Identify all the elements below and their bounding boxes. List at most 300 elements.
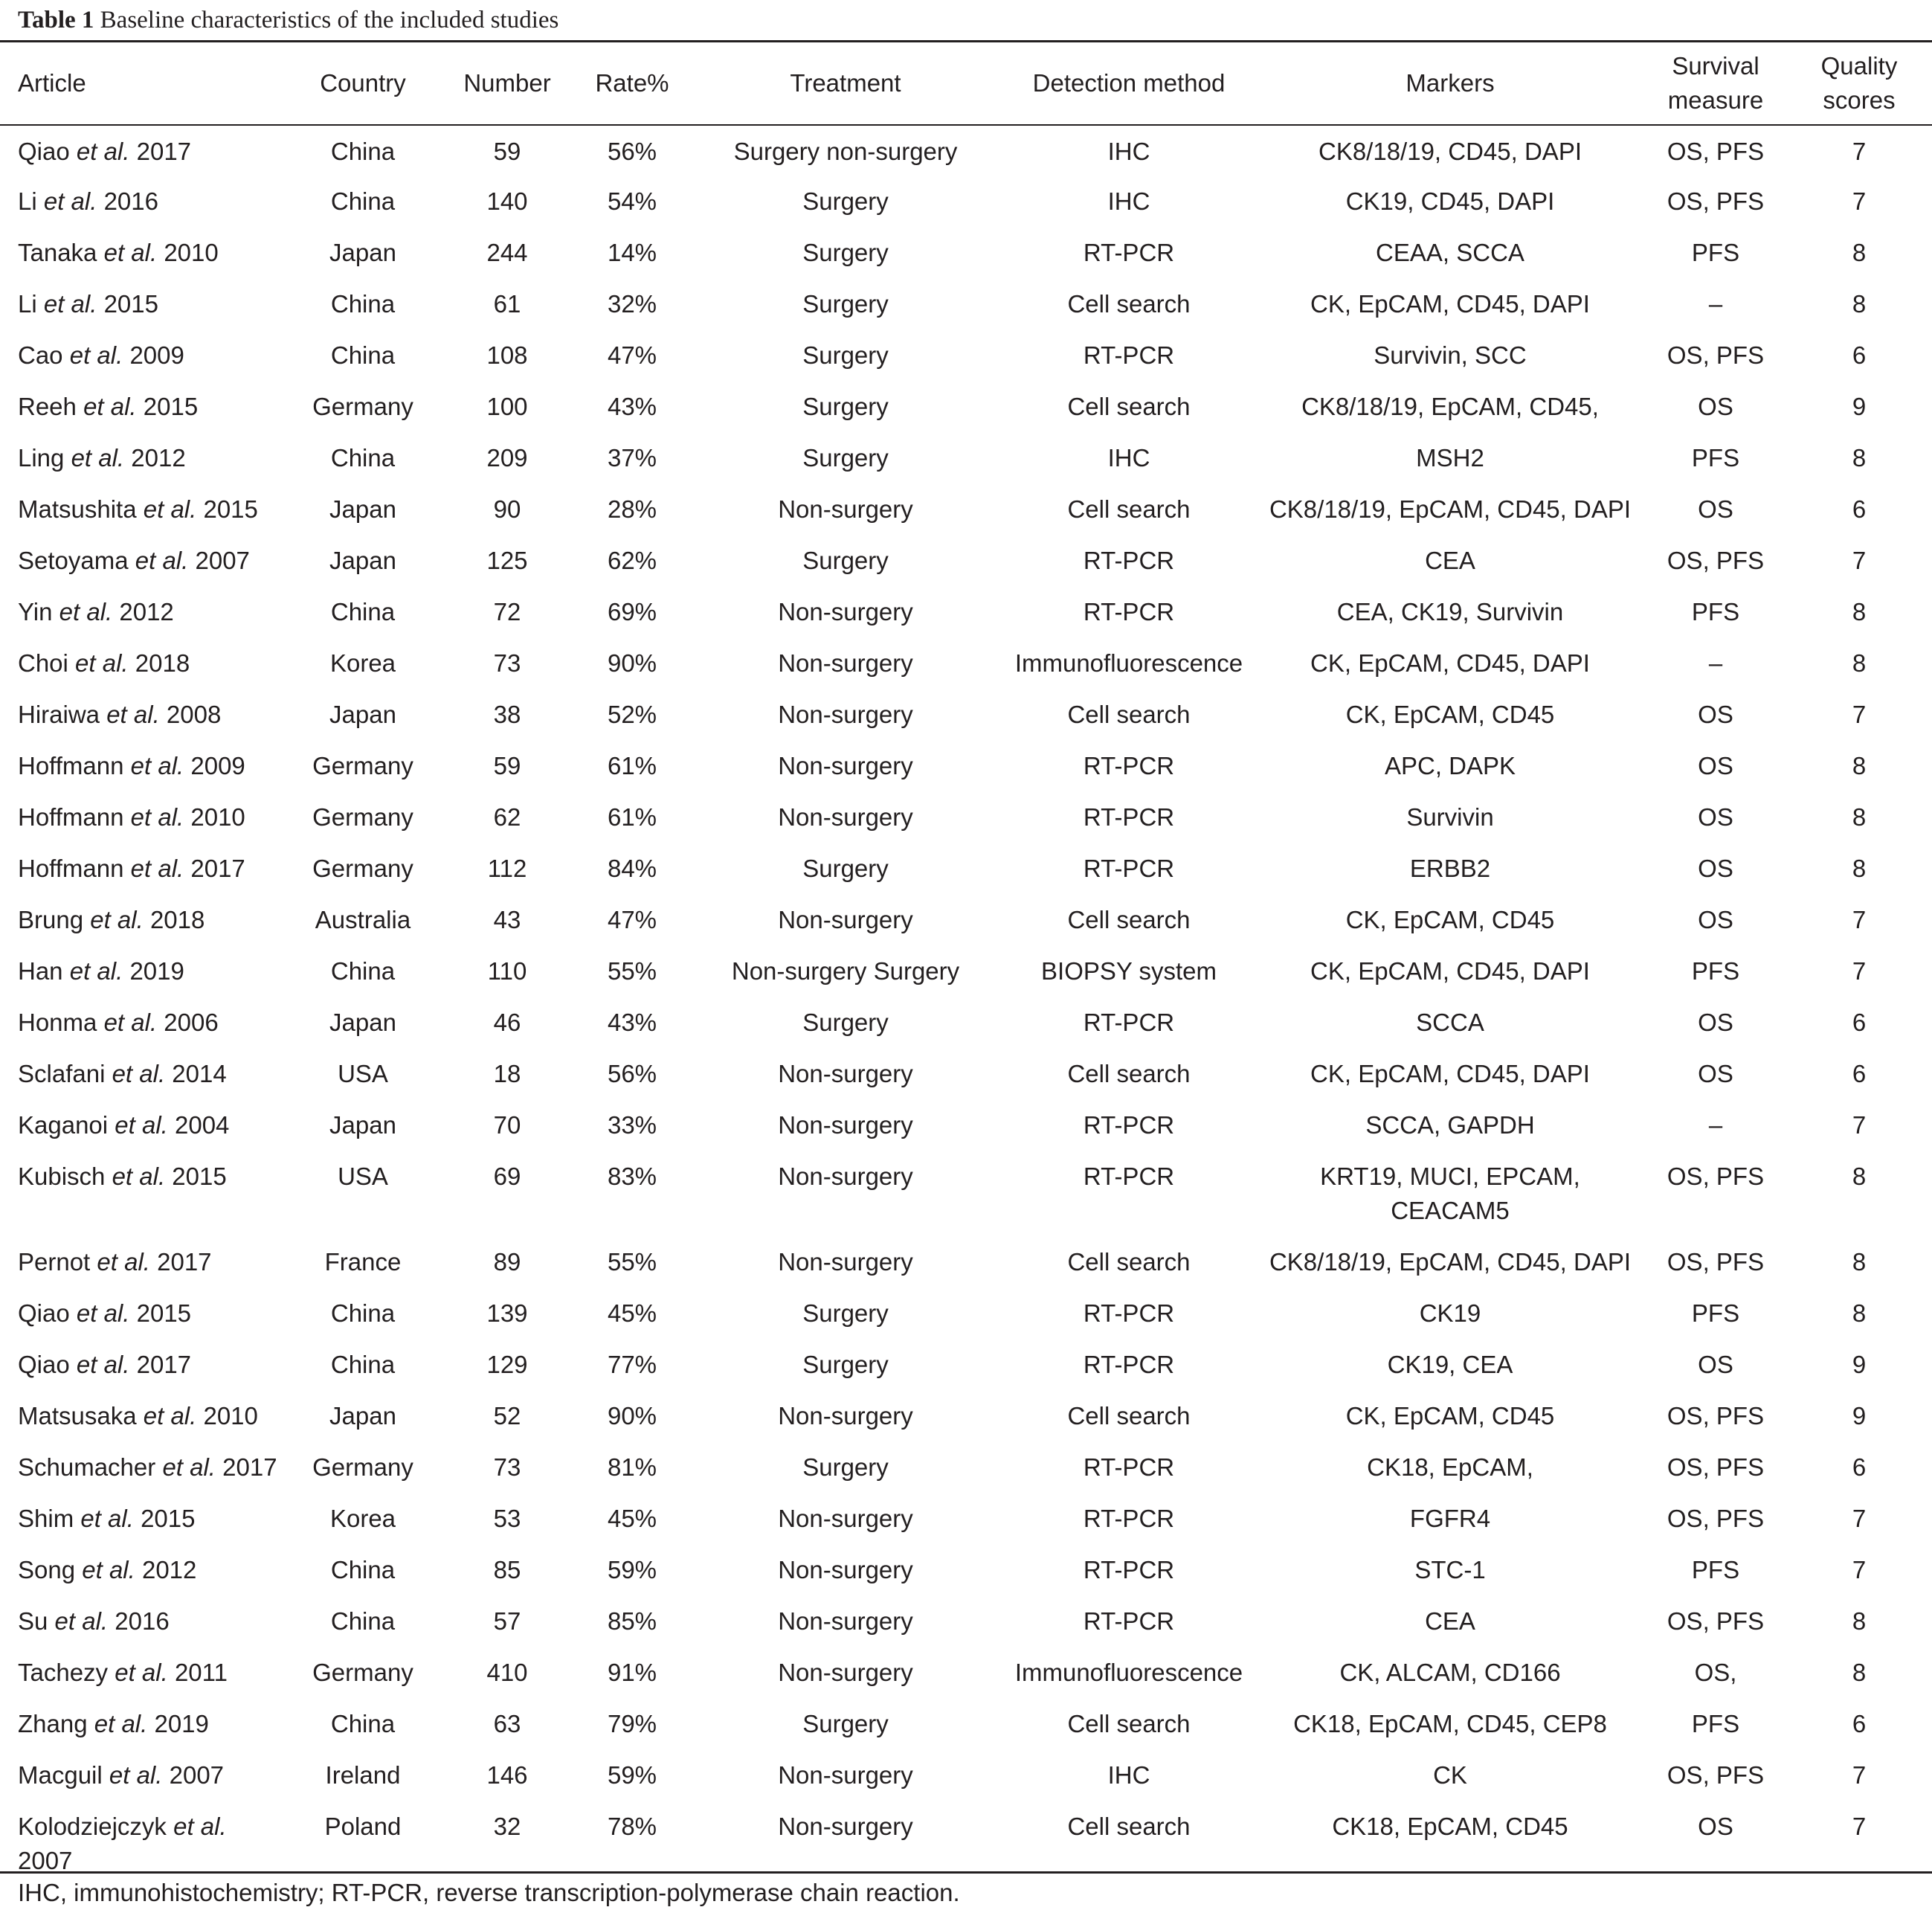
treatment-cell: Non-surgery [778,803,913,831]
article-cell [0,329,287,381]
detection-method-cell: Cell search [1067,1060,1191,1087]
rate-cell: 14% [607,239,657,266]
quality-score-cell: 8 [1852,752,1867,779]
quality-score-cell: 6 [1852,1009,1867,1036]
markers-cell: CK, EpCAM, CD45, DAPI [1310,290,1590,318]
article-author: Kubisch [18,1163,106,1190]
quality-score-cell: 7 [1852,906,1867,933]
article-year: 2018 [149,906,205,933]
country-cell: China [330,138,396,165]
article-cell [0,740,287,791]
table-row [0,894,1932,945]
detection-method-cell: RT-PCR [1083,1453,1175,1481]
treatment-cell: Surgery [802,187,889,215]
quality-score-cell: 7 [1852,1556,1867,1583]
rate-cell: 45% [607,1299,657,1327]
treatment-cell: Non-surgery [778,649,913,677]
article-year: 2012 [119,598,174,626]
detection-method-cell: RT-PCR [1083,855,1175,882]
article-year: 2017 [136,138,192,165]
quality-score-cell: 7 [1852,701,1867,728]
table-row [0,637,1932,689]
article-cell [0,381,287,432]
article-author: Setoyama [18,547,129,574]
article-etal: et al. [135,547,189,574]
article-author: Qiao [18,1351,70,1378]
article-year: 2011 [174,1659,228,1686]
markers-cell: KRT19, MUCI, EPCAM, CEACAM5 [1320,1163,1580,1224]
article-etal: et al. [97,1248,150,1276]
detection-method-cell: IHC [1107,444,1150,472]
table-row [0,483,1932,535]
country-cell: Germany [312,803,413,831]
article-cell [0,278,287,329]
number-cell: 244 [486,239,528,266]
table-caption [18,3,558,37]
markers-cell: CK18, EpCAM, CD45, CEP8 [1293,1710,1607,1737]
article-cell [0,945,287,997]
article-author: Schumacher [18,1453,156,1481]
number-cell: 125 [486,547,528,574]
article-etal: et al. [76,138,130,165]
article-etal: et al. [75,649,129,677]
article-author: Hoffmann [18,752,124,779]
quality-score-cell: 7 [1852,1111,1867,1139]
table-row [0,278,1932,329]
country-cell: China [330,341,396,369]
article-year: 2015 [103,290,158,318]
article-author: Tachezy [18,1659,109,1686]
table-row [0,791,1932,843]
number-cell: 112 [487,855,527,882]
number-cell: 140 [486,187,528,215]
article-cell [0,483,287,535]
rate-cell: 77% [607,1351,657,1378]
number-cell: 46 [493,1009,521,1036]
number-cell: 61 [493,290,521,318]
article-year: 2019 [154,1710,209,1737]
article-etal: et al. [90,906,144,933]
article-author: Song [18,1556,76,1583]
quality-score-cell: 6 [1852,1453,1867,1481]
markers-cell: CK, EpCAM, CD45, DAPI [1310,649,1590,677]
number-cell: 59 [493,752,521,779]
treatment-cell: Surgery [802,1299,889,1327]
column-header: Detection method [1032,69,1226,97]
survival-measure-cell: OS [1698,701,1733,728]
rate-cell: 85% [607,1607,657,1635]
article-year: 2015 [143,393,199,420]
markers-cell: CEAA, SCCA [1376,239,1524,266]
treatment-cell: Non-surgery [778,752,913,779]
article-cell [0,586,287,637]
quality-score-cell: 8 [1852,1163,1867,1190]
detection-method-cell: RT-PCR [1083,1607,1175,1635]
column-header: Quality scores [1820,52,1898,114]
article-year: 2012 [141,1556,197,1583]
detection-method-cell: IHC [1107,138,1150,165]
quality-score-cell: 8 [1852,290,1867,318]
rate-cell: 55% [607,957,657,985]
article-author: Kaganoi [18,1111,109,1139]
country-cell: Japan [329,495,396,523]
article-author: Macguil [18,1761,103,1789]
survival-measure-cell: OS, PFS [1667,187,1765,215]
treatment-cell: Surgery [802,290,889,318]
country-cell: Germany [312,855,413,882]
table-footnote: IHC, immunohistochemistry; RT-PCR, reverse transcription-polymerase chain reaction. [18,1879,960,1906]
article-author: Hoffmann [18,803,124,831]
article-etal: et al. [143,1402,197,1430]
treatment-cell: Non-surgery [778,1556,913,1583]
article-year: 2008 [166,701,222,728]
rate-cell: 79% [607,1710,657,1737]
article-year: 2007 [195,547,250,574]
article-cell [0,1647,287,1698]
markers-cell: ERBB2 [1409,855,1491,882]
article-year: 2017 [222,1453,277,1481]
treatment-cell: Non-surgery [778,1163,913,1190]
detection-method-cell: RT-PCR [1083,341,1175,369]
article-author: Zhang [18,1710,88,1737]
article-etal: et al. [103,1009,158,1036]
column-header: Survival measure [1667,52,1764,114]
quality-score-cell: 6 [1852,341,1867,369]
survival-measure-cell: OS [1698,906,1733,933]
country-cell: China [330,187,396,215]
detection-method-cell: Cell search [1067,1248,1191,1276]
treatment-cell: Surgery [802,1453,889,1481]
detection-method-cell: RT-PCR [1083,1009,1175,1036]
country-cell: China [330,444,396,472]
article-etal: et al. [115,1111,168,1139]
rate-cell: 43% [607,1009,657,1036]
article-etal: et al. [173,1813,227,1840]
rate-cell: 90% [607,1402,657,1430]
survival-measure-cell: PFS [1691,239,1740,266]
survival-measure-cell: OS, PFS [1667,1248,1765,1276]
table-row [0,1595,1932,1647]
table-row [0,945,1932,997]
country-cell: Japan [329,1009,396,1036]
quality-score-cell: 7 [1852,957,1867,985]
quality-score-cell: 8 [1852,1248,1867,1276]
article-cell [0,894,287,945]
table-row [0,586,1932,637]
markers-cell: CK18, EpCAM, CD45 [1332,1813,1568,1840]
treatment-cell: Non-surgery [778,598,913,626]
country-cell: France [324,1248,402,1276]
table-row [0,997,1932,1048]
survival-measure-cell: OS [1698,1009,1733,1036]
survival-measure-cell: OS [1698,1060,1733,1087]
survival-measure-cell: OS [1698,393,1733,420]
detection-method-cell: RT-PCR [1083,1556,1175,1583]
treatment-cell: Non-surgery Surgery [731,957,960,985]
survival-measure-cell: OS [1698,752,1733,779]
table-row [0,1099,1932,1151]
article-author: Cao [18,341,63,369]
article-year: 2009 [129,341,184,369]
markers-cell: CK, EpCAM, CD45 [1345,1402,1555,1430]
markers-cell: CK19, CD45, DAPI [1345,187,1555,215]
country-cell: Korea [329,649,396,677]
article-author: Choi [18,649,68,677]
article-author: Ling [18,444,65,472]
article-cell [0,124,287,176]
number-cell: 32 [493,1813,521,1840]
article-year: 2010 [203,1402,258,1430]
article-year: 2018 [135,649,190,677]
treatment-cell: Non-surgery [778,1813,913,1840]
table-row [0,381,1932,432]
number-cell: 108 [486,341,528,369]
table-row [0,176,1932,227]
detection-method-cell: RT-PCR [1083,547,1175,574]
quality-score-cell: 8 [1852,649,1867,677]
table-row [0,1339,1932,1390]
article-year: 2019 [129,957,184,985]
column-header: Country [320,69,406,97]
number-cell: 62 [493,803,521,831]
article-cell [0,1236,287,1287]
country-cell: China [330,1299,396,1327]
treatment-cell: Surgery [802,239,889,266]
treatment-cell: Non-surgery [778,1761,913,1789]
detection-method-cell: RT-PCR [1083,1299,1175,1327]
survival-measure-cell: OS [1698,495,1733,523]
markers-cell: STC-1 [1414,1556,1486,1583]
article-etal: et al. [106,701,160,728]
article-etal: et al. [130,803,184,831]
number-cell: 410 [486,1659,528,1686]
treatment-cell: Surgery [802,1710,889,1737]
country-cell: China [330,1556,396,1583]
article-cell [0,1749,287,1801]
survival-measure-cell: OS, PFS [1667,341,1765,369]
rate-cell: 47% [607,906,657,933]
article-author: Yin [18,598,53,626]
markers-cell: SCCA, GAPDH [1365,1111,1535,1139]
article-etal: et al. [103,239,158,266]
article-year: 2017 [157,1248,212,1276]
detection-method-cell: RT-PCR [1083,598,1175,626]
quality-score-cell: 6 [1852,1710,1867,1737]
article-etal: et al. [76,1299,130,1327]
article-author: Matsusaka [18,1402,137,1430]
rate-cell: 59% [607,1761,657,1789]
quality-score-cell: 7 [1852,1505,1867,1532]
country-cell: Germany [312,1453,413,1481]
article-author: Li [18,187,37,215]
country-cell: USA [338,1060,388,1087]
markers-cell: SCCA [1416,1009,1484,1036]
article-cell [0,1287,287,1339]
number-cell: 89 [493,1248,521,1276]
markers-cell: CK18, EpCAM, [1367,1453,1533,1481]
article-etal: et al. [69,341,123,369]
rate-cell: 45% [607,1505,657,1532]
article-cell [0,1801,287,1886]
article-author: Kolodziejczyk [18,1813,167,1840]
number-cell: 129 [486,1351,528,1378]
markers-cell: CK8/18/19, EpCAM, CD45, DAPI [1269,495,1632,523]
rate-cell: 69% [607,598,657,626]
number-cell: 73 [493,1453,521,1481]
number-cell: 146 [486,1761,528,1789]
article-year: 2006 [164,1009,219,1036]
survival-measure-cell: OS, PFS [1667,1453,1765,1481]
article-author: Li [18,290,37,318]
detection-method-cell: Cell search [1067,906,1191,933]
treatment-cell: Non-surgery [778,1607,913,1635]
article-cell [0,1048,287,1099]
article-year: 2007 [18,1847,73,1874]
article-cell [0,1698,287,1749]
treatment-cell: Surgery non-surgery [733,138,958,165]
markers-cell: Survivin, SCC [1374,341,1527,369]
markers-cell: CEA [1425,1607,1475,1635]
rate-cell: 32% [607,290,657,318]
markers-cell: CK, EpCAM, CD45, DAPI [1310,957,1590,985]
detection-method-cell: IHC [1107,1761,1150,1789]
number-cell: 110 [487,957,527,985]
article-author: Qiao [18,1299,70,1327]
article-cell [0,791,287,843]
detection-method-cell: Immunofluorescence [1014,649,1243,677]
markers-cell: MSH2 [1416,444,1484,472]
rate-cell: 37% [607,444,657,472]
country-cell: Japan [329,547,396,574]
article-author: Hoffmann [18,855,124,882]
treatment-cell: Non-surgery [778,906,913,933]
country-cell: China [330,1710,396,1737]
table-row [0,1544,1932,1595]
article-year: 2017 [136,1351,192,1378]
detection-method-cell: Cell search [1067,495,1191,523]
table-row [0,1390,1932,1441]
quality-score-cell: 7 [1852,138,1867,165]
article-cell [0,997,287,1048]
table-row [0,227,1932,278]
detection-method-cell: RT-PCR [1083,1111,1175,1139]
table-row [0,329,1932,381]
quality-score-cell: 8 [1852,1659,1867,1686]
article-cell [0,689,287,740]
article-author: Matsushita [18,495,137,523]
rate-cell: 28% [607,495,657,523]
article-year: 2012 [131,444,186,472]
treatment-cell: Surgery [802,444,889,472]
article-year: 2016 [103,187,158,215]
article-year: 2010 [164,239,219,266]
markers-cell: CK, EpCAM, CD45 [1345,701,1555,728]
column-header: Markers [1405,69,1495,97]
article-year: 2004 [175,1111,230,1139]
quality-score-cell: 7 [1852,1761,1867,1789]
country-cell: Japan [329,1111,396,1139]
country-cell: China [330,290,396,318]
article-etal: et al. [83,393,137,420]
quality-score-cell: 8 [1852,598,1867,626]
detection-method-cell: Cell search [1067,1402,1191,1430]
treatment-cell: Surgery [802,855,889,882]
quality-score-cell: 8 [1852,803,1867,831]
article-author: Pernot [18,1248,91,1276]
rate-cell: 78% [607,1813,657,1840]
article-etal: et al. [80,1505,134,1532]
article-cell [0,1493,287,1544]
article-author: Reeh [18,393,77,420]
detection-method-cell: Cell search [1067,1710,1191,1737]
detection-method-cell: Immunofluorescence [1014,1659,1243,1686]
survival-measure-cell: OS, PFS [1667,1163,1765,1190]
detection-method-cell: RT-PCR [1083,1505,1175,1532]
markers-cell: CK19 [1419,1299,1481,1327]
country-cell: China [330,1351,396,1378]
table-caption-text: Baseline characteristics of the included studies [100,7,559,33]
table-body [0,124,1932,1886]
article-etal: et al. [130,752,184,779]
markers-cell: CK8/18/19, CD45, DAPI [1318,138,1582,165]
article-cell [0,1595,287,1647]
table-row [0,740,1932,791]
article-etal: et al. [82,1556,135,1583]
markers-cell: CK, ALCAM, CD166 [1339,1659,1561,1686]
article-year: 2014 [172,1060,227,1087]
treatment-cell: Surgery [802,1009,889,1036]
article-year: 2015 [141,1505,196,1532]
markers-cell: CK19, CEA [1387,1351,1513,1378]
country-cell: China [330,957,396,985]
quality-score-cell: 8 [1852,444,1867,472]
article-etal: et al. [76,1351,130,1378]
country-cell: Germany [312,393,413,420]
quality-score-cell: 9 [1852,1351,1867,1378]
article-author: Sclafani [18,1060,106,1087]
number-cell: 53 [493,1505,521,1532]
treatment-cell: Non-surgery [778,495,913,523]
table-row [0,124,1932,176]
number-cell: 100 [486,393,528,420]
survival-measure-cell: OS [1698,1351,1733,1378]
rate-cell: 59% [607,1556,657,1583]
quality-score-cell: 8 [1852,855,1867,882]
article-cell [0,1339,287,1390]
article-author: Hiraiwa [18,701,100,728]
treatment-cell: Surgery [802,341,889,369]
detection-method-cell: Cell search [1067,1813,1191,1840]
article-cell [0,1544,287,1595]
treatment-cell: Non-surgery [778,1505,913,1532]
treatment-cell: Surgery [802,393,889,420]
markers-cell: CK8/18/19, EpCAM, CD45, DAPI [1269,1248,1632,1276]
article-year: 2015 [203,495,258,523]
detection-method-cell: RT-PCR [1083,1351,1175,1378]
article-cell [0,176,287,227]
treatment-cell: Non-surgery [778,701,913,728]
country-cell: Japan [329,701,396,728]
country-cell: China [330,1607,396,1635]
markers-cell: CK8/18/19, EpCAM, CD45, [1301,393,1599,420]
rate-cell: 91% [607,1659,657,1686]
article-etal: et al. [59,598,113,626]
column-header: Treatment [790,69,901,97]
treatment-cell: Non-surgery [778,1248,913,1276]
article-author: Honma [18,1009,97,1036]
number-cell: 52 [493,1402,521,1430]
survival-measure-cell: OS, [1694,1659,1737,1686]
